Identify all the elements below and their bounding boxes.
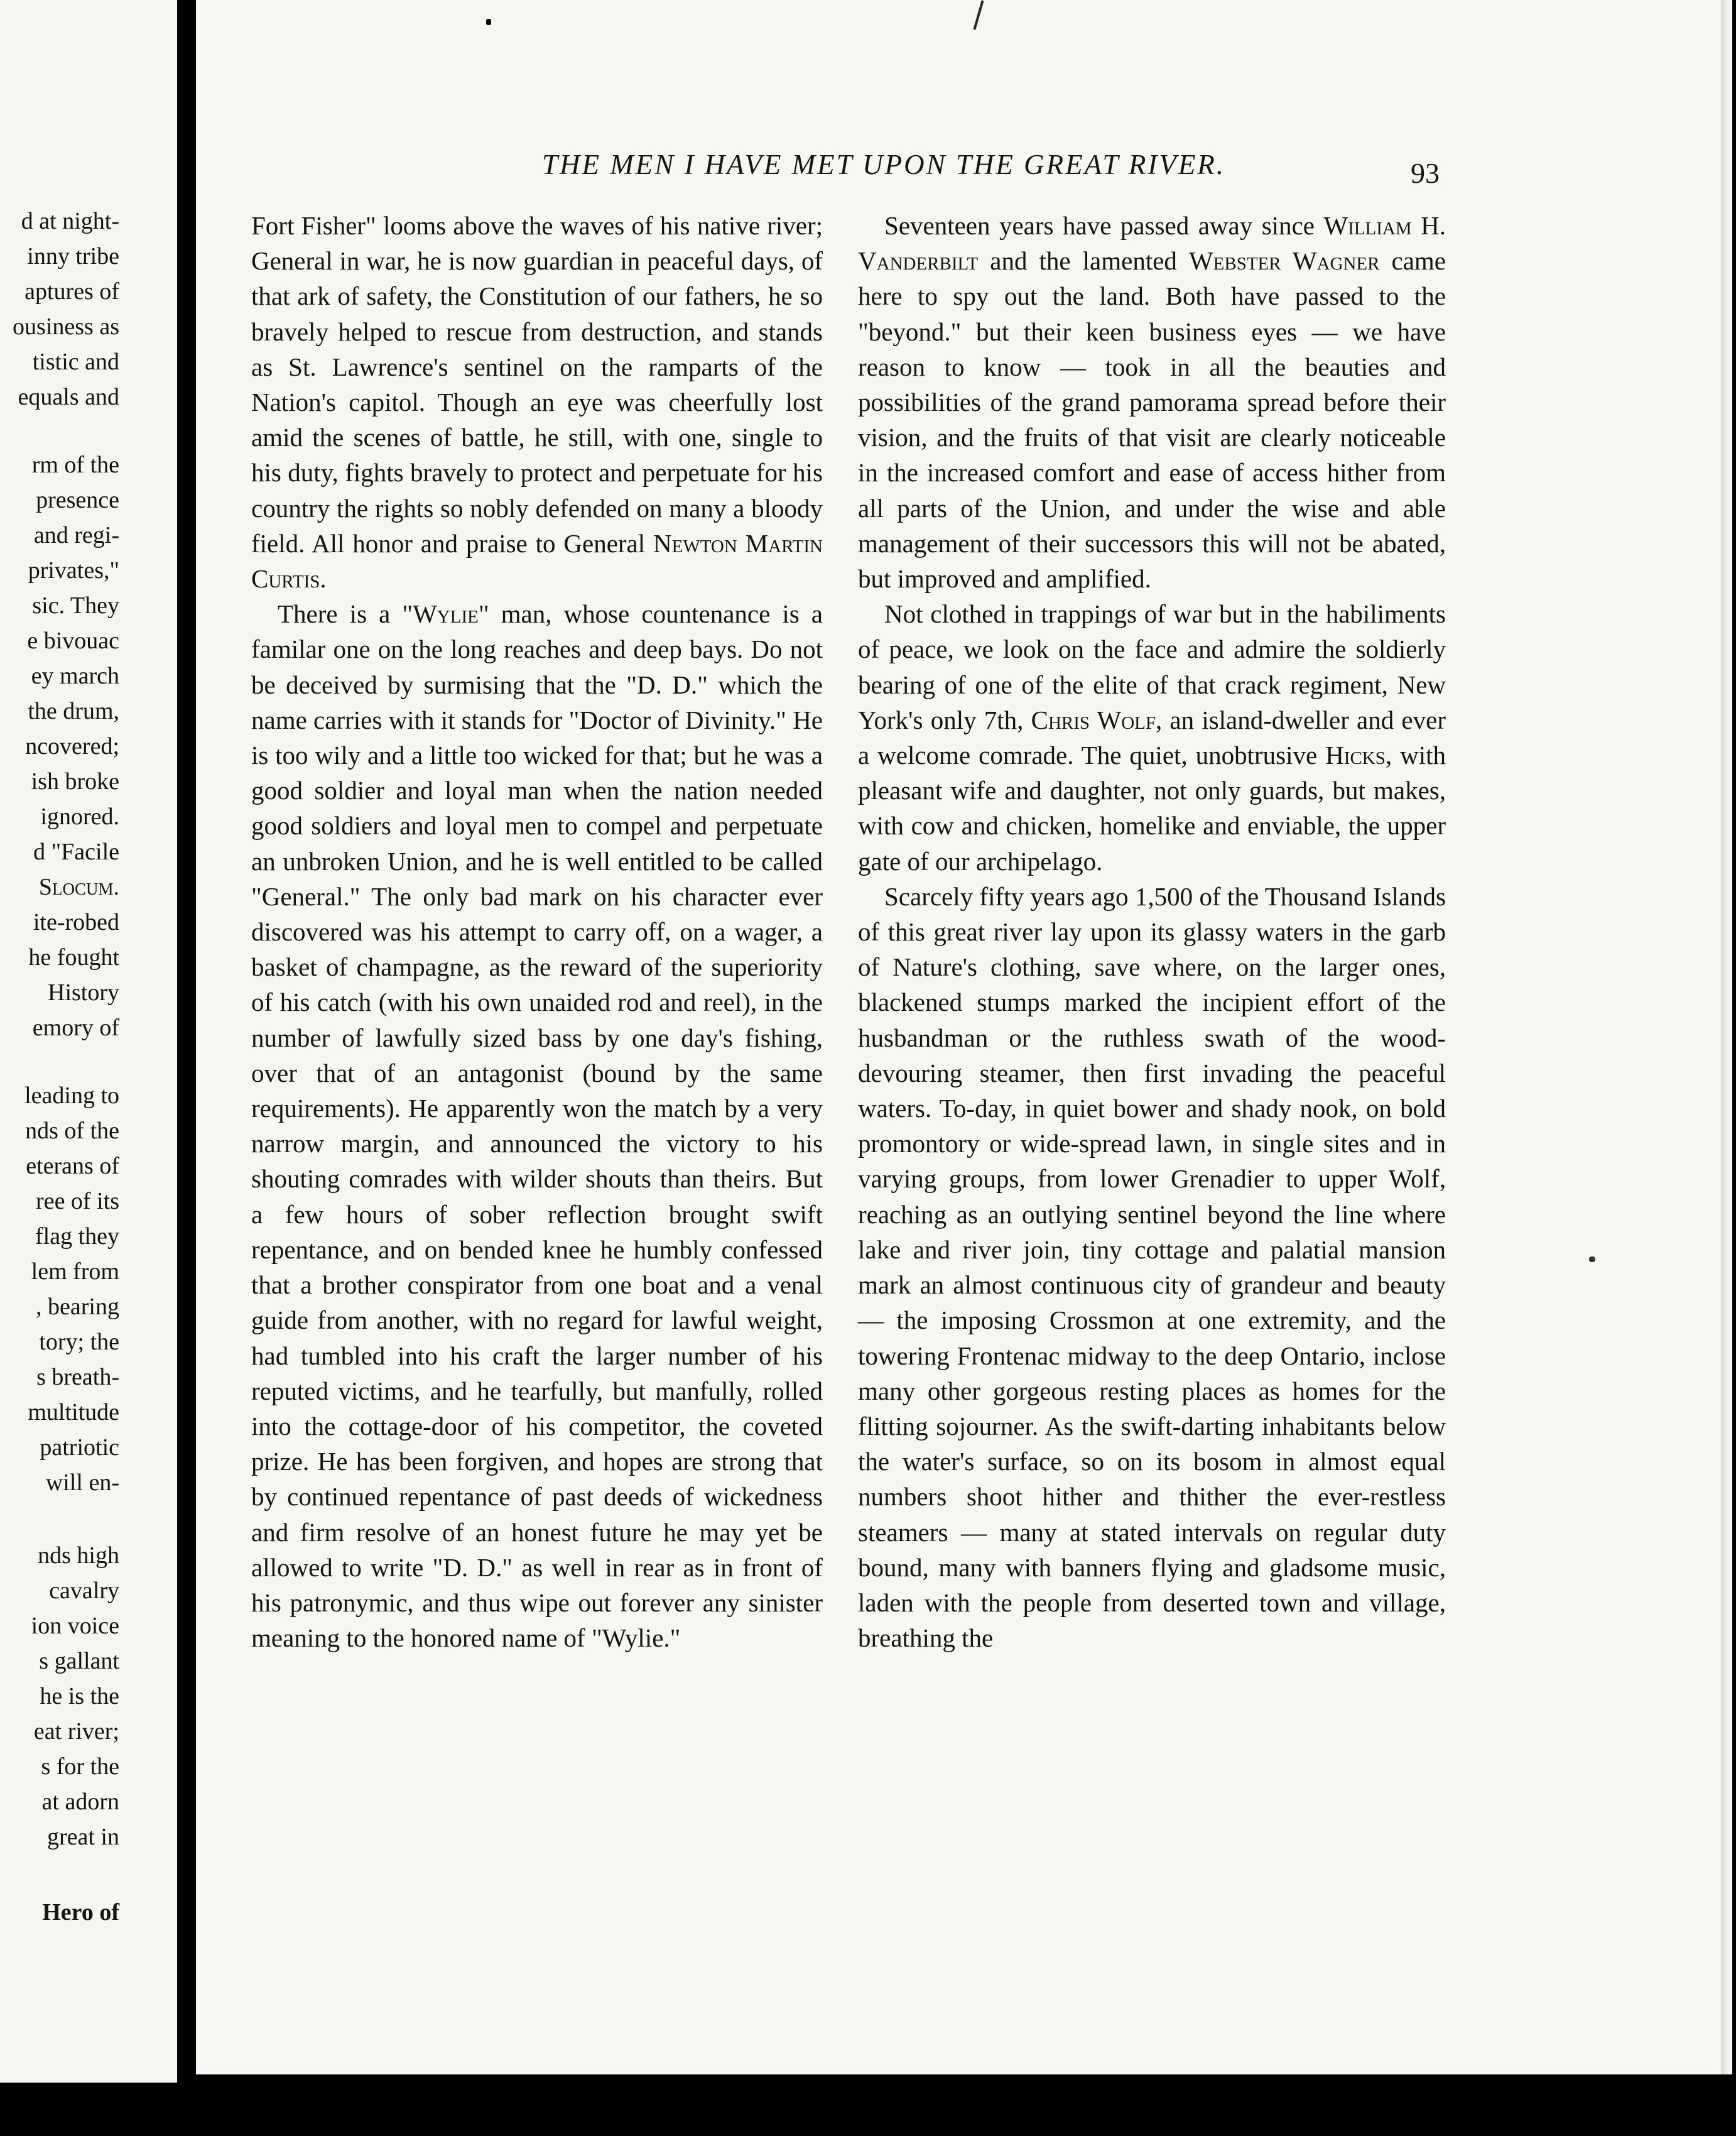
person-name: William H. Vanderbilt [858,211,1446,276]
margin-mark [1589,1256,1595,1262]
previous-page-fragment [0,0,177,2083]
person-name: Chris Wolf [1031,705,1156,734]
previous-page-line: ey march [31,663,119,689]
previous-page-line: equals and [18,384,119,410]
previous-page-line: e bivouac [27,628,119,654]
previous-page-line: privates," [28,557,119,584]
previous-page-line: s for the [41,1753,119,1780]
previous-page-line: ousiness as [13,313,119,340]
previous-page-line: presence [36,487,119,513]
paragraph-text: Seventeen years have passed away since [884,211,1324,240]
running-head: THE MEN I HAVE MET UPON THE GREAT RIVER. [541,149,1226,180]
person-name: Hicks [1325,741,1386,770]
person-name: Newton Martin Curtis [251,528,823,594]
paragraph [858,879,1446,1655]
paragraph-text: Fort Fisher" looms above the waves of his native river; General in war, he is now guardian in peaceful days, of that ark of safety, the Constitution of our fathers, he so bravely helped to rescue from destruction, and stands as St. Lawrence's sentinel on the ramparts of the Nation's capitol. Though an eye was cheerfully lost amid the scenes of battle, he still, with one, single to his duty, fights bravely to protect and perpetuate for his country the rights so nobly defended on many a bloody field. All honor and praise to General [251,211,823,558]
previous-page-line: , bearing [36,1294,119,1320]
previous-page-line: s breath- [36,1364,119,1390]
paragraph-text: . [320,564,327,594]
paragraph-text: Not clothed in trappings of war but in the habiliments of peace, we look on the face and admire the soldierly bearing of one of the elite of that crack regiment, New York's only 7th, [858,599,1446,734]
previous-page-line: sic. They [32,592,119,619]
previous-page-line: nds high [38,1542,119,1569]
paragraph [251,596,823,1655]
previous-page-line: ree of its [36,1188,119,1214]
previous-page-line: will en- [45,1469,119,1496]
previous-page-line: tistic and [32,349,119,375]
paragraph-text: " man, whose countenance is a familar one on the long reaches and deep bays. Do not be deceived by surmising that the "D. D." which the name carries with it stands for "Doctor of Divinity." He is too wily and a little too wicked for that; but he was a good soldier and loyal man when the nation needed good soldiers and loyal men to compel and perpetuate an unbroken Union, and he is well entitled to be called "General." The only bad mark on his character ever discovered was his attempt to carry off, on a wager, a basket of champagne, as the reward of the superiority of his catch (with his own unaided rod and reel), in the number of lawfully sized bass by one day's fishing, over that of an antagonist (bound by the same requirements). He apparently won the match by a very narrow margin, and announced the victory to his shouting comrades with wilder shouts than theirs. But a few hours of sober reflection brought swift repentance, and on bended knee he humbly confessed that a brother conspirator from one boat and a venal guide from another, with no regard for lawful weight, had tumbled into his craft the larger number of his reputed victims, and he tearfully, but manfully, rolled into the cottage-door of his competitor, the coveted prize. He has been forgiven, and hopes are strong that by continued repentance of past deeds of wickedness and firm resolve of an honest future he may yet be allowed to write "D. D." as well in rear as in front of his patronymic, and thus wipe out forever any sinister meaning to the honored name of "Wylie." [251,599,823,1653]
previous-page-line: multitude [28,1399,119,1425]
previous-page-line: and regi- [33,522,119,548]
previous-page-line: s gallant [39,1648,119,1674]
page-number: 93 [1411,157,1440,189]
previous-page-line: at adorn [41,1789,119,1815]
previous-page-line: the drum, [28,698,119,724]
previous-page-line: flag they [35,1223,119,1250]
previous-page-line: ignored. [40,804,119,830]
paragraph-text: came here to spy out the land. Both have passed to the "beyond." but their keen business eyes — we have reason to know — took in all the beauties and possibilities of the grand pamorama spread before their vision, and the fruits of that visit are clearly noticeable in the increased comfort and ease of access hither from all parts of the Union, and under the wise and able management of their successors this will not be abated, but improved and amplified. [858,246,1446,594]
previous-page-line: great in [46,1824,119,1850]
previous-page-line: d at night- [21,208,119,234]
previous-page-line: cavalry [49,1577,119,1604]
previous-page-line: patriotic [40,1434,119,1461]
previous-page-line: d "Facile [33,839,119,865]
previous-page-line: eterans of [26,1153,119,1179]
paragraph-text: , an island-dweller and ever a welcome comrade. The quiet, unobtrusive [858,705,1446,770]
previous-page-line: ncovered; [25,733,119,760]
previous-page-line: he is the [40,1683,119,1709]
paragraph-text: and the lamented [978,246,1189,276]
previous-page-line: emory of [32,1015,119,1041]
person-name: Webster Wagner [1188,246,1380,276]
text-column-left [251,208,823,1655]
previous-page-line: History [48,979,119,1006]
previous-page-line: inny tribe [27,243,119,270]
page-edge [1721,0,1732,2074]
previous-page-line: ite-robed [33,909,119,935]
text-column-right [858,208,1446,1655]
paragraph [858,596,1446,879]
previous-page-line: he fought [28,944,119,971]
previous-page-line: tory; the [39,1329,119,1355]
ink-fleck [486,19,491,25]
previous-page-line: rm of the [31,452,119,478]
previous-page-line: leading to [24,1082,119,1109]
book-gutter [177,0,196,2136]
person-name: Wylie [413,599,479,629]
paragraph [858,208,1446,596]
previous-page-line: aptures of [24,278,119,305]
paragraph-text: There is a " [278,599,413,629]
previous-page-line: ion voice [31,1613,119,1639]
previous-page-line: Hero of [42,1899,119,1926]
paragraph [251,208,823,596]
previous-page-line: ish broke [31,768,119,795]
paragraph-text: , with pleasant wife and daughter, not only guards, but makes, with cow and chicken, homelike and enviable, the upper gate of our archipelago. [858,741,1446,876]
previous-page-line: Slocum. [38,874,119,900]
previous-page-line: nds of the [25,1118,119,1144]
previous-page-line: lem from [31,1258,119,1285]
previous-page-line: eat river; [33,1718,119,1745]
paragraph-text: Scarcely fifty years ago 1,500 of the Thousand Islands of this great river lay upon its glassy waters in the garb of Nature's clothing, save where, on the larger ones, blackened stumps marked the incipient effort of the husbandman or the ruthless swath of the wood-devouring steamer, then first invading the peaceful waters. To-day, in quiet bower and shady nook, on bold promontory or wide-spread lawn, in single sites and in varying groups, from lower Grenadier to upper Wolf, reaching as an outlying sentinel beyond the line where lake and river join, tiny cottage and palatial mansion mark an almost continuous city of grandeur and beauty — the imposing Crossmon at one extremity, and the towering Frontenac midway to the deep Ontario, inclose many other gorgeous resting places as homes for the flitting sojourner. As the swift-darting inhabitants below the water's surface, so on its bosom in almost equal numbers shoot hither and thither the ever-restless steamers — many at stated intervals on regular duty bound, many with banners flying and gladsome music, laden with the people from deserted town and village, breathing the [858,881,1446,1653]
